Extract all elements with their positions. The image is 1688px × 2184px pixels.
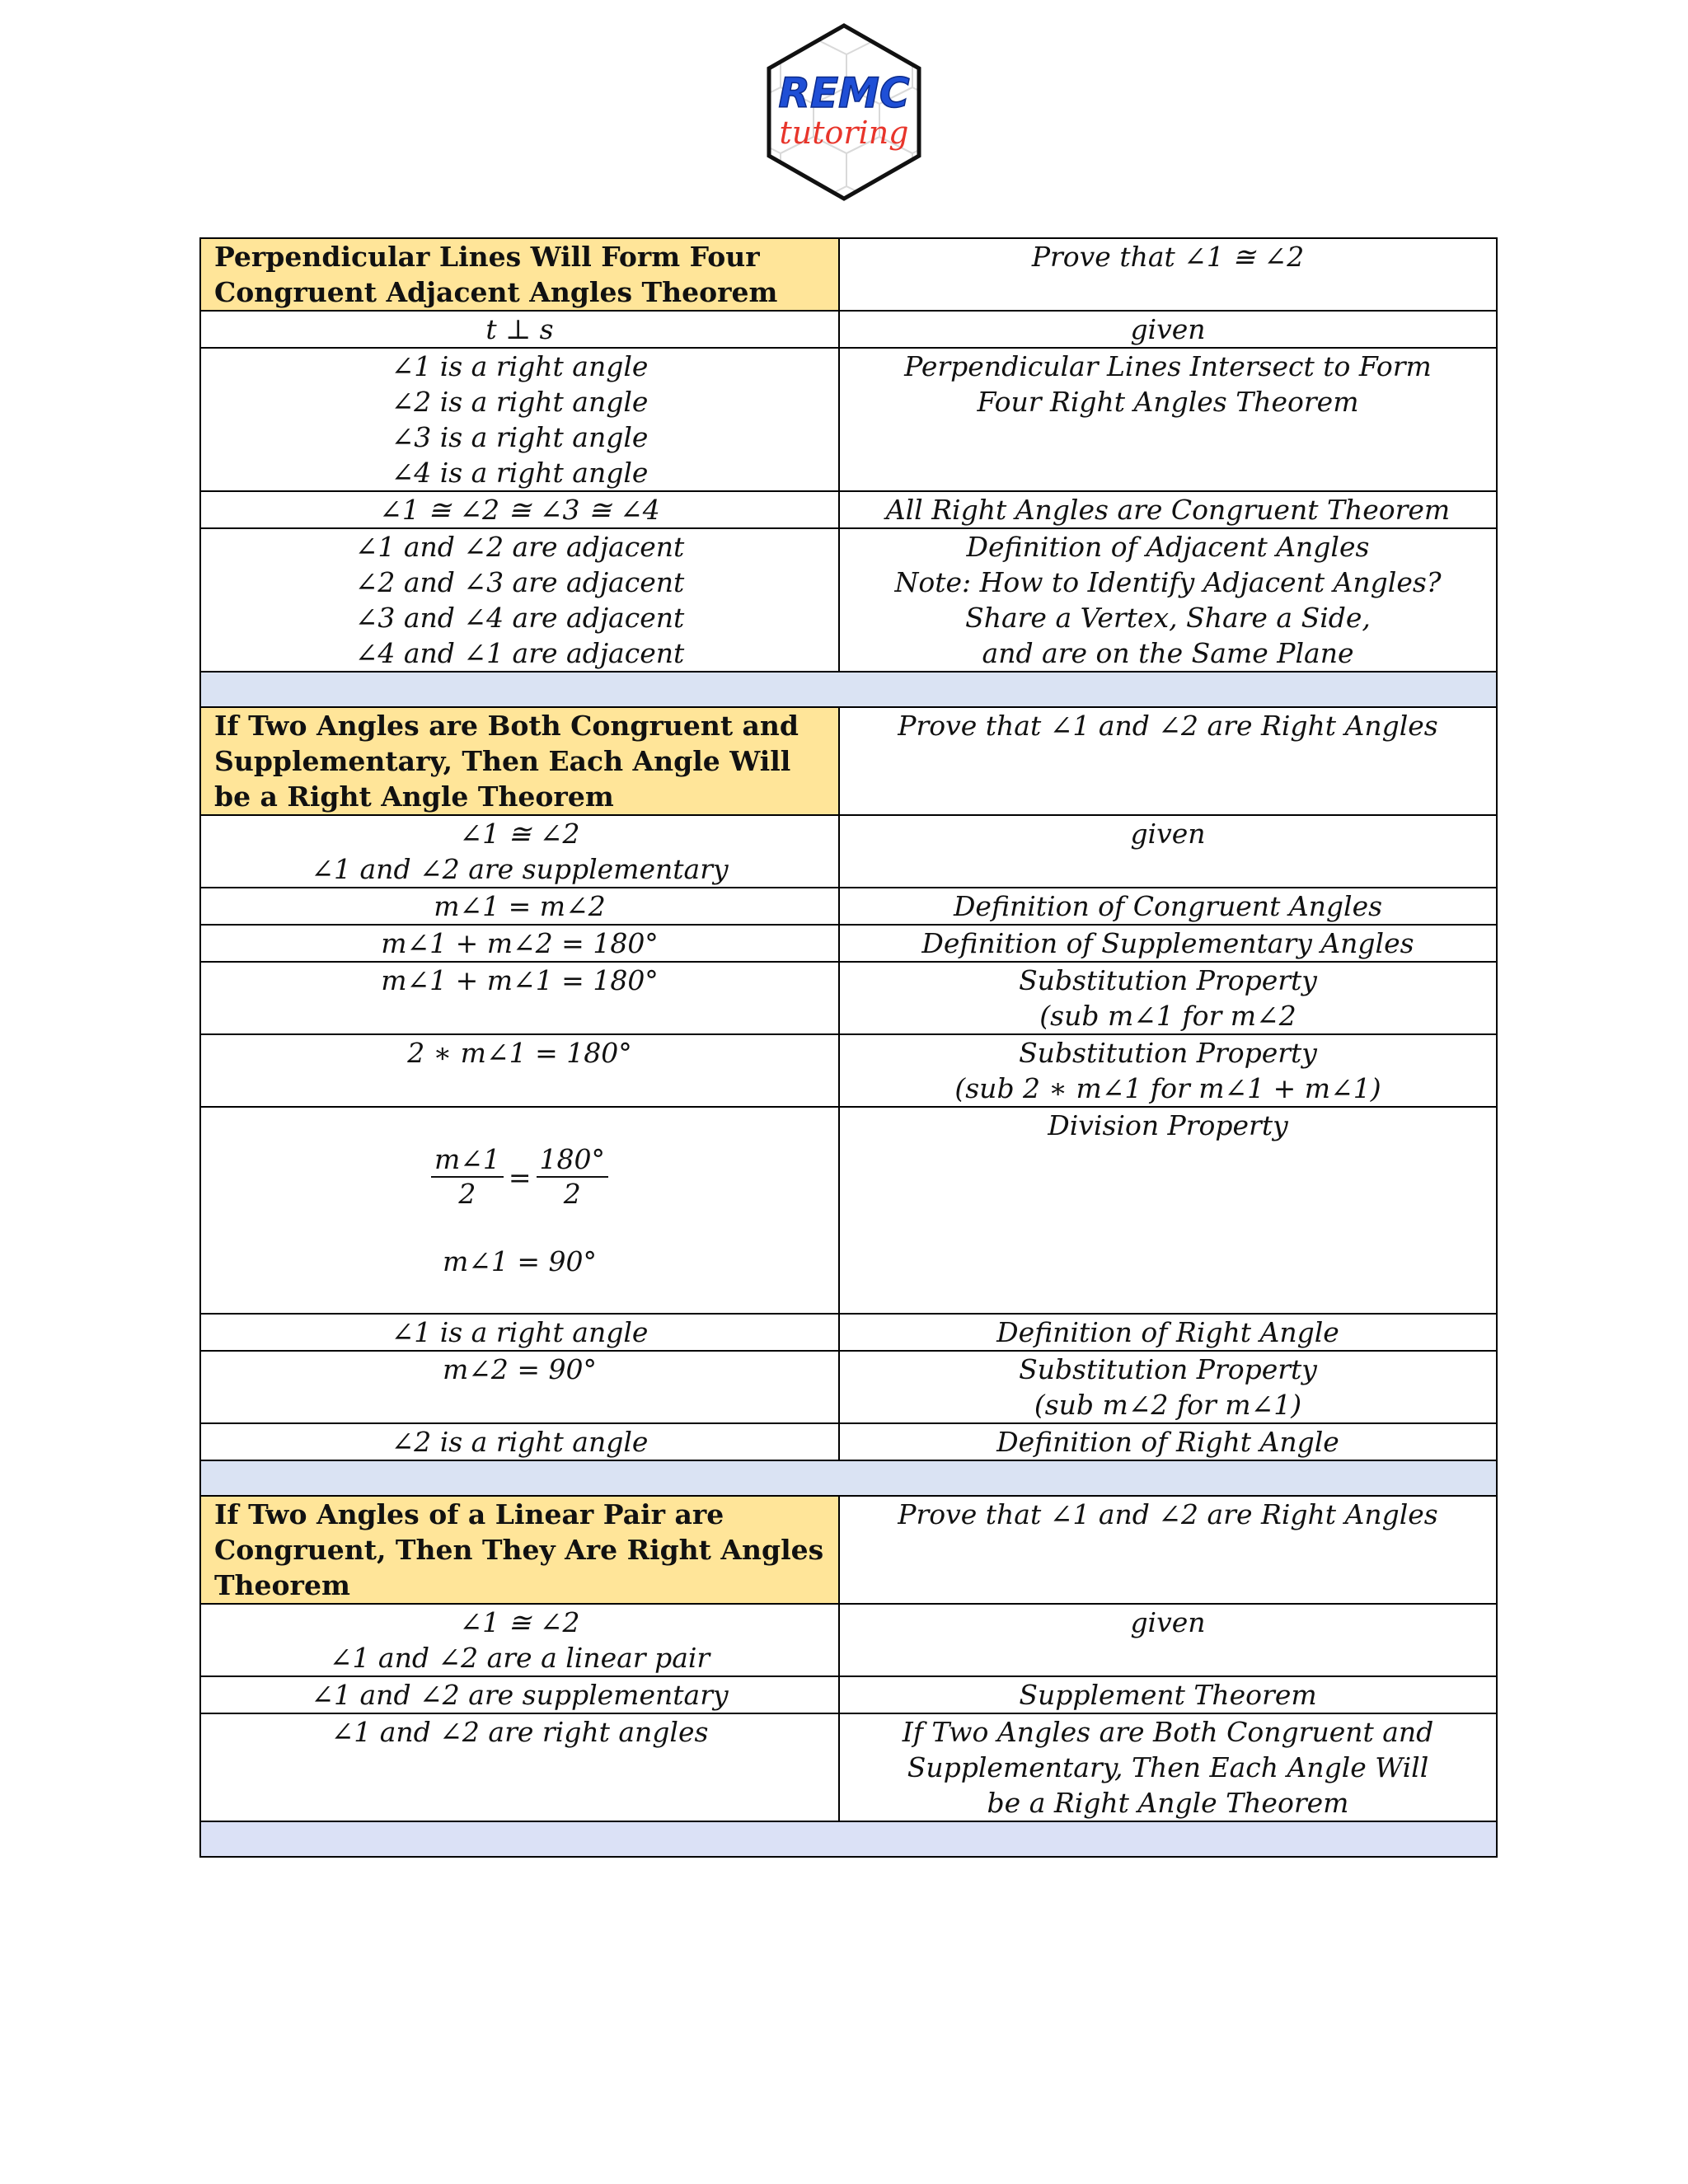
- fraction-right: [537, 1143, 609, 1211]
- statement-cell: ∠1 and ∠2 are supplementary: [200, 1676, 839, 1713]
- section-divider: [200, 672, 1497, 707]
- table-row: [200, 311, 1497, 348]
- logo-remc-text: REMC: [778, 69, 910, 117]
- table-row: [200, 491, 1497, 528]
- reason-cell: given: [839, 815, 1497, 888]
- reason-cell: If Two Angles are Both Congruent and Supplementary, Then Each Angle Will be a Right Angle Theorem: [839, 1713, 1497, 1821]
- table-row: [200, 1676, 1497, 1713]
- fraction-denominator: 2: [458, 1178, 476, 1210]
- fraction-denominator: 2: [563, 1178, 581, 1210]
- statement-cell: ∠1 and ∠2 are adjacent ∠2 and ∠3 are adjacent ∠3 and ∠4 are adjacent ∠4 and ∠1 are adjacent: [200, 528, 839, 672]
- statement-cell: ∠2 is a right angle: [200, 1423, 839, 1460]
- reason-cell: Definition of Congruent Angles: [839, 888, 1497, 925]
- fraction-left: [431, 1143, 504, 1211]
- reason-cell: Definition of Adjacent Angles Note: How to Identify Adjacent Angles? Share a Vertex, Share a Side, and are on the Same Plane: [839, 528, 1497, 672]
- statement-cell: m∠1 + m∠1 = 180°: [200, 962, 839, 1034]
- theorem-title: Perpendicular Lines Will Form Four Congruent Adjacent Angles Theorem: [200, 238, 839, 311]
- statement-cell: m∠1 + m∠2 = 180°: [200, 925, 839, 962]
- table-row: [200, 815, 1497, 888]
- table-row: [200, 888, 1497, 925]
- table-row: [200, 1604, 1497, 1676]
- remc-tutoring-logo: [764, 21, 924, 203]
- reason-cell: Perpendicular Lines Intersect to Form Four Right Angles Theorem: [839, 348, 1497, 491]
- table-row: [200, 1314, 1497, 1351]
- statement-cell: ∠1 ≅ ∠2 ∠1 and ∠2 are a linear pair: [200, 1604, 839, 1676]
- reason-cell: Definition of Right Angle: [839, 1314, 1497, 1351]
- table-row: [200, 1107, 1497, 1314]
- prove-statement: Prove that ∠1 and ∠2 are Right Angles: [839, 707, 1497, 815]
- table-row: [200, 925, 1497, 962]
- equals-sign: =: [508, 1160, 532, 1193]
- statement-result: m∠1 = 90°: [442, 1245, 598, 1277]
- prove-statement: Prove that ∠1 ≅ ∠2: [839, 238, 1497, 311]
- division-equation: [211, 1143, 828, 1211]
- reason-cell: given: [839, 311, 1497, 348]
- statement-cell: ∠1 is a right angle ∠2 is a right angle ∠3 is a right angle ∠4 is a right angle: [200, 348, 839, 491]
- theorem-title: If Two Angles of a Linear Pair are Congruent, Then They Are Right Angles Theorem: [200, 1496, 839, 1604]
- table-row: [200, 528, 1497, 672]
- proofs-table: [199, 237, 1498, 1858]
- statement-cell: ∠1 and ∠2 are right angles: [200, 1713, 839, 1821]
- section-1-header: [200, 238, 1497, 311]
- fraction-numerator: m∠1: [431, 1143, 504, 1178]
- fraction-numerator: 180°: [537, 1143, 609, 1178]
- table-row: [200, 1423, 1497, 1460]
- reason-cell: Substitution Property (sub 2 ∗ m∠1 for m∠1 + m∠1): [839, 1034, 1497, 1107]
- reason-cell: All Right Angles are Congruent Theorem: [839, 491, 1497, 528]
- table-row: [200, 348, 1497, 491]
- statement-cell: ∠1 ≅ ∠2 ≅ ∠3 ≅ ∠4: [200, 491, 839, 528]
- section-divider: [200, 1460, 1497, 1496]
- statement-cell: ∠1 ≅ ∠2 ∠1 and ∠2 are supplementary: [200, 815, 839, 888]
- theorem-title: If Two Angles are Both Congruent and Supplementary, Then Each Angle Will be a Right Angle Theorem: [200, 707, 839, 815]
- reason-cell: Supplement Theorem: [839, 1676, 1497, 1713]
- table-row: [200, 1034, 1497, 1107]
- section-3-header: [200, 1496, 1497, 1604]
- statement-cell: t ⊥ s: [200, 311, 839, 348]
- reason-cell: given: [839, 1604, 1497, 1676]
- statement-cell: 2 ∗ m∠1 = 180°: [200, 1034, 839, 1107]
- statement-cell: [200, 1107, 839, 1314]
- statement-cell: ∠1 is a right angle: [200, 1314, 839, 1351]
- reason-cell: Substitution Property (sub m∠1 for m∠2: [839, 962, 1497, 1034]
- statement-cell: m∠2 = 90°: [200, 1351, 839, 1423]
- reason-cell: Definition of Right Angle: [839, 1423, 1497, 1460]
- table-row: [200, 1351, 1497, 1423]
- reason-cell: Definition of Supplementary Angles: [839, 925, 1497, 962]
- section-divider: [200, 1821, 1497, 1857]
- table-row: [200, 962, 1497, 1034]
- statement-cell: m∠1 = m∠2: [200, 888, 839, 925]
- prove-statement: Prove that ∠1 and ∠2 are Right Angles: [839, 1496, 1497, 1604]
- section-2-header: [200, 707, 1497, 815]
- table-row: [200, 1713, 1497, 1821]
- logo-tutoring-text: tutoring: [779, 115, 909, 151]
- reason-cell: Substitution Property (sub m∠2 for m∠1): [839, 1351, 1497, 1423]
- reason-cell: Division Property: [839, 1107, 1497, 1314]
